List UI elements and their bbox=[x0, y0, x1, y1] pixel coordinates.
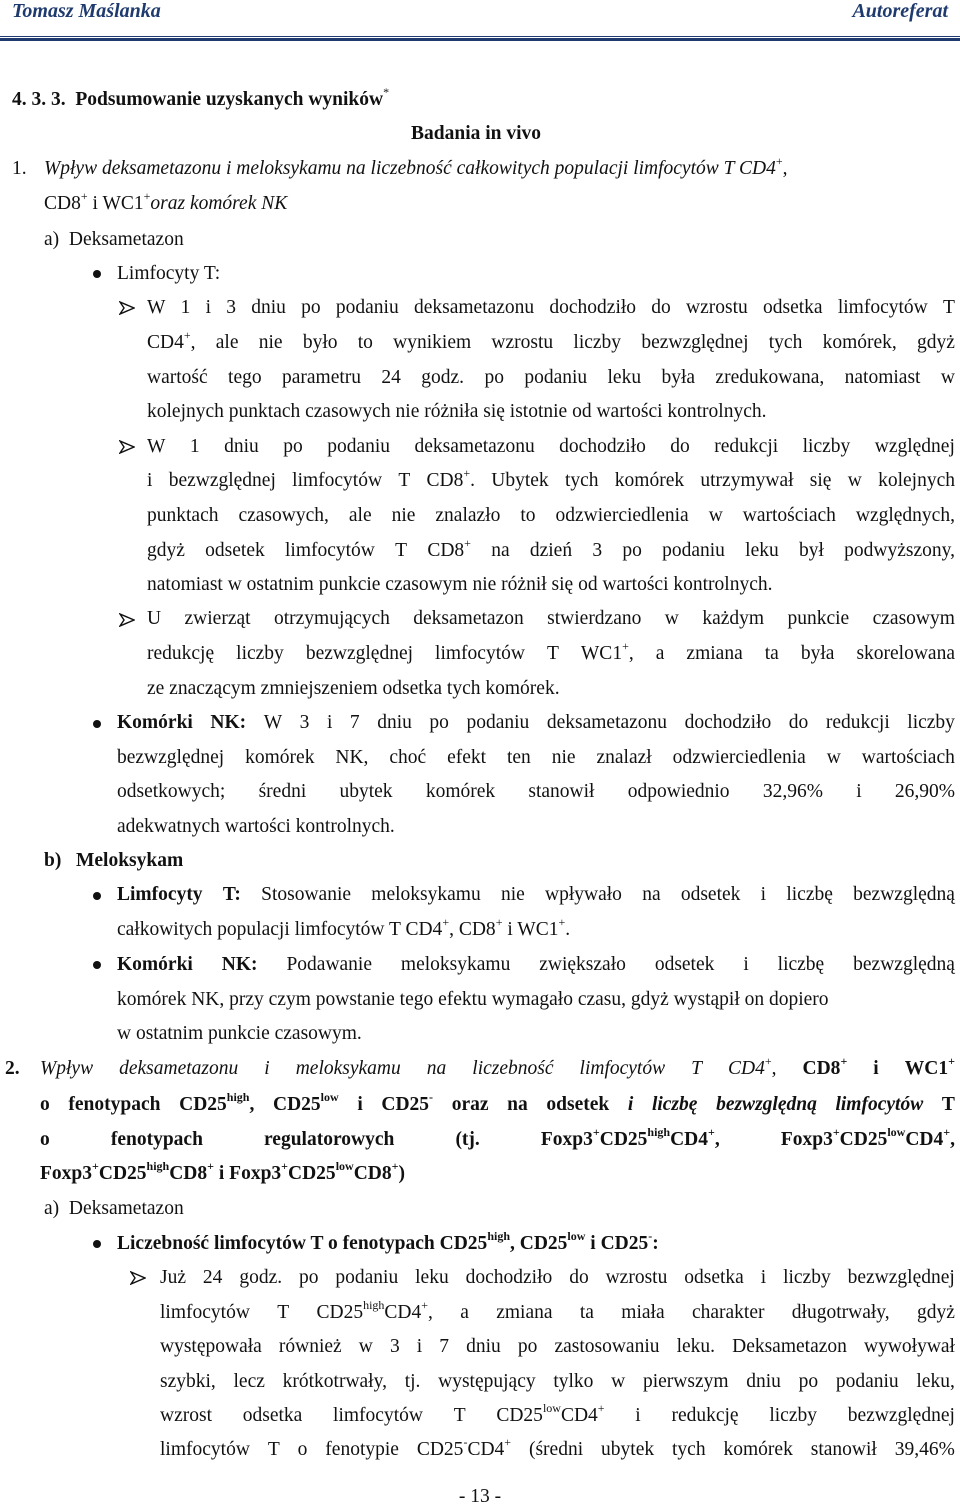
item2-title-line4: $Foxp3^+CD25^{high}CD8^+$ i $Foxp3^+CD25^{low}CD8^+$) bbox=[40, 1159, 405, 1184]
arrow1-line3: wartość tego parametru 24 godz. po podaniu leku była zredukowana, natomiast w bbox=[147, 367, 955, 388]
bullet-icon bbox=[93, 892, 101, 900]
section-heading bbox=[12, 85, 390, 112]
arrow2-line3: punktach czasowych, ale nie znalazło to odzwierciedlenia w wartościach względnych, bbox=[147, 505, 955, 526]
arrow-bullet-icon bbox=[119, 613, 135, 627]
arrow2-line1: W 1 dniu po podaniu deksametazonu dochodziło do redukcji liczby względnej bbox=[147, 436, 955, 457]
item2-number: 2. bbox=[5, 1058, 20, 1079]
nk-line1: Komórki NK: W 3 i 7 dniu po podaniu deksametazonu dochodziło do redukcji liczby bbox=[117, 712, 955, 733]
b-nk-line3: w ostatnim punkcie czasowym. bbox=[117, 1023, 362, 1044]
nk-line3: odsetkowych; średni ubytek komórek stanowił odpowiednio 32,96% i 26,90% bbox=[117, 781, 955, 802]
item2-title-line3: o fenotypach regulatorowych (tj. $Foxp3^+CD25^{high}CD4^+$, $Foxp3^+CD25^{low}CD4^+$, bbox=[40, 1125, 955, 1150]
item2-title-line2: o fenotypach $CD25^{high}$, $CD25^{low}$ i CD25- oraz na odsetek i liczbę bezwzględną limfocytów T bbox=[40, 1090, 955, 1115]
arrow1-line2: CD4+, ale nie było to wynikiem wzrostu liczby bezwzględnej tych komórek, gdyż bbox=[147, 328, 955, 353]
header-doc-type: Autoreferat bbox=[852, 0, 948, 22]
item2-arrow-line3: występowała również w 3 i 7 dniu po zastosowaniu leku. Deksametazon wywoływał bbox=[160, 1336, 955, 1357]
item2-arrow-line1: Już 24 godz. po podaniu leku dochodziło do wzrostu odsetka i liczby bezwzględnej bbox=[160, 1267, 955, 1288]
nk-line4: adekwatnych wartości kontrolnych. bbox=[117, 816, 395, 837]
item1-number: 1. bbox=[12, 158, 27, 179]
item1-b-heading: b) Meloksykam bbox=[44, 850, 184, 871]
bullet-icon bbox=[93, 1240, 101, 1248]
limfocyty-label: Limfocyty T: bbox=[117, 263, 221, 284]
item2-arrow-line2: limfocytów T $CD25^{high}CD4^+$, a zmiana ta miała charakter długotrwały, gdyż bbox=[160, 1298, 955, 1323]
section-number: 4. 3. 3. bbox=[12, 89, 66, 110]
header-author: Tomasz Maślanka bbox=[12, 0, 161, 22]
arrow-bullet-icon bbox=[130, 1271, 146, 1285]
arrow2-line4: gdyż odsetek limfocytów T CD8+ na dzień 3 po podaniu leku był podwyższony, bbox=[147, 536, 955, 561]
item2-arrow-line5: wzrost odsetka limfocytów T $CD25^{low}CD4^+$ i redukcję liczby bezwzględnej bbox=[160, 1401, 955, 1426]
bullet-icon bbox=[93, 720, 101, 728]
page-header bbox=[0, 0, 960, 44]
liczebnosc-label: Liczebność limfocytów T o fenotypach $CD25^{high}$, $CD25^{low}$ i CD25-: bbox=[117, 1229, 659, 1254]
arrow2-line2: i bezwzględnej limfocytów T CD8+. Ubytek tych komórek utrzymywał się w kolejnych bbox=[147, 466, 955, 491]
bullet-icon bbox=[93, 961, 101, 969]
page-number: - 13 - bbox=[458, 1486, 502, 1507]
arrow-bullet-icon bbox=[119, 440, 135, 454]
bullet-icon bbox=[93, 270, 101, 278]
b-limf-line2: całkowitych populacji limfocytów T CD4+, CD8+ i WC1+. bbox=[117, 915, 571, 940]
header-rule bbox=[0, 36, 960, 41]
b-limf-line1: Limfocyty T: Stosowanie meloksykamu nie wpływało na odsetek i liczbę bezwzględną bbox=[117, 884, 955, 905]
arrow-bullet-icon bbox=[119, 301, 135, 315]
item2-a-heading: a) Deksametazon bbox=[44, 1198, 184, 1219]
b-nk-line2: komórek NK, przy czym powstanie tego efektu wymagało czasu, gdyż wystąpił on dopiero bbox=[117, 989, 829, 1010]
item1-title-line2: CD8+ i WC1+oraz komórek NK bbox=[44, 189, 288, 214]
arrow3-line1: U zwierząt otrzymujących deksametazon stwierdzano w każdym punkcie czasowym bbox=[147, 608, 955, 629]
b-nk-line1: Komórki NK: Podawanie meloksykamu zwiększało odsetek i liczbę bezwzględną bbox=[117, 954, 955, 975]
arrow1-line1: W 1 i 3 dniu po podaniu deksametazonu dochodziło do wzrostu odsetka limfocytów T bbox=[147, 297, 955, 318]
section-subtitle: Badania in vivo bbox=[411, 123, 542, 144]
arrow3-line2: redukcję liczby bezwzględnej limfocytów T WC1+, a zmiana ta była skorelowana bbox=[147, 639, 955, 664]
item1-a-heading: a) Deksametazon bbox=[44, 229, 184, 250]
section-title-mark: * bbox=[383, 85, 390, 99]
item2-arrow-line6: limfocytów T o fenotypie CD25-CD4+ (średni ubytek tych komórek stanowił 39,46% bbox=[160, 1435, 955, 1460]
arrow1-line4: kolejnych punktach czasowych nie różniła się istotnie od wartości kontrolnych. bbox=[147, 401, 767, 422]
item2-title-line1: Wpływ deksametazonu i meloksykamu na liczebność limfocytów T CD4+, CD8+ i WC1+ bbox=[40, 1054, 955, 1079]
arrow3-line3: ze znaczącym zmniejszeniem odsetka tych komórek. bbox=[147, 678, 560, 699]
item1-title-line1: Wpływ deksametazonu i meloksykamu na liczebność całkowitych populacji limfocytów T CD4+, bbox=[44, 154, 788, 179]
section-title: Podsumowanie uzyskanych wyników bbox=[75, 89, 384, 110]
item2-arrow-line4: szybki, lecz krótkotrwały, tj. występujący tylko w pierwszym dniu po podaniu leku, bbox=[160, 1371, 955, 1392]
arrow2-line5: natomiast w ostatnim punkcie czasowym nie różnił się od wartości kontrolnych. bbox=[147, 574, 773, 595]
nk-line2: bezwzględnej komórek NK, choć efekt ten nie znalazł odzwierciedlenia w wartościach bbox=[117, 747, 955, 768]
